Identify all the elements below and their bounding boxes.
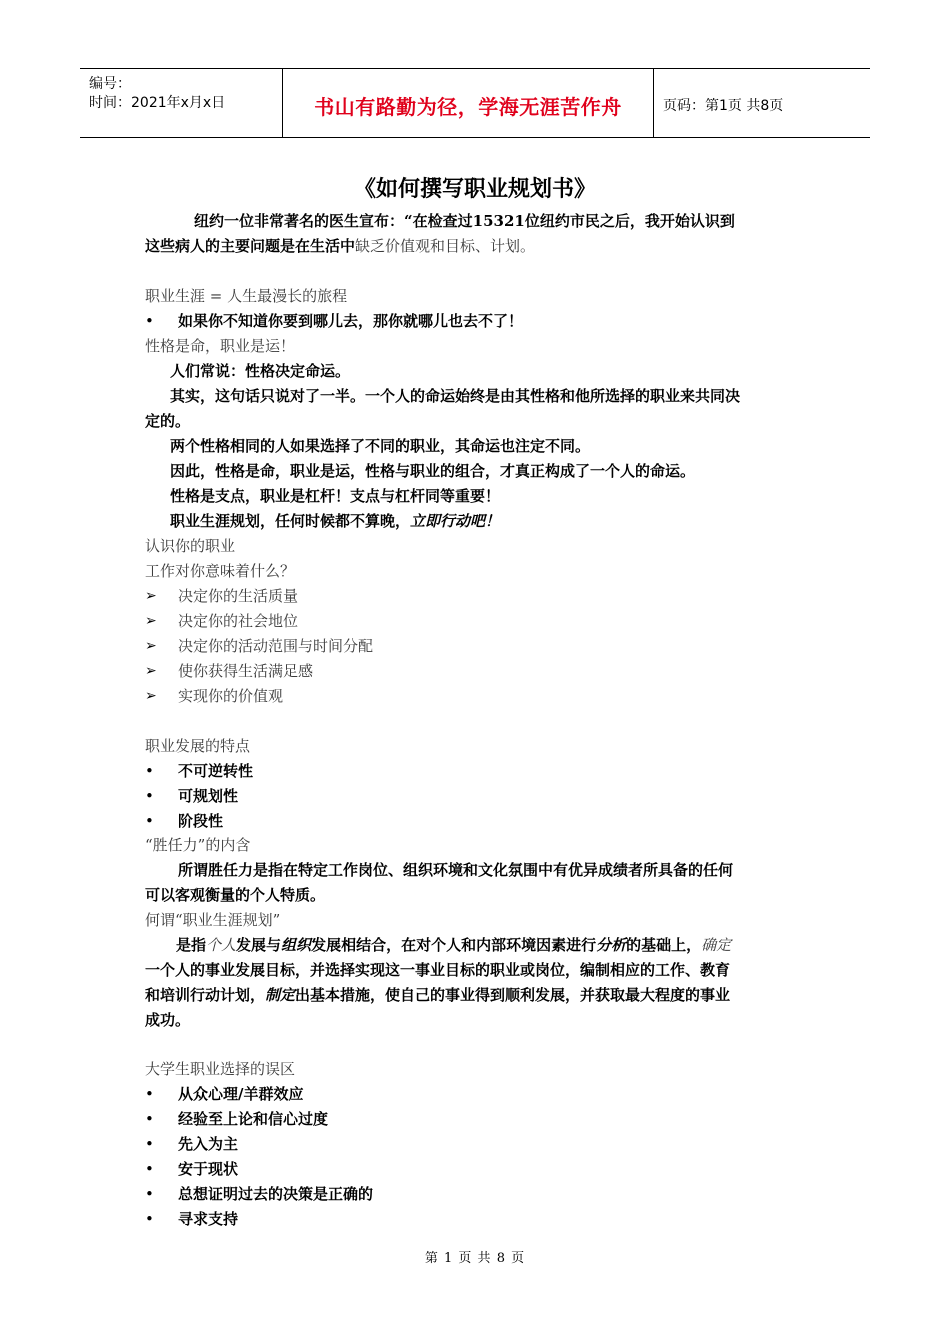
personality-p2a: 其实，这句话只说对了一半。一个人的命运始终是由其性格和他所选择的职业来共同决 — [170, 387, 741, 405]
work-meaning-item: 决定你的生活质量 — [178, 587, 299, 605]
definition-line-1 — [176, 935, 731, 955]
definition-text: 的基础上， — [626, 936, 702, 954]
intro-line-1: 纽约一位非常著名的医生宣布：“在检查过15321位纽约市民之后，我开始认识到 — [194, 212, 735, 230]
section-features-heading: 职业发展的特点 — [145, 737, 251, 755]
document-title: 《如何撰写职业规划书》 — [353, 176, 596, 202]
intro-line-2-rest: 缺乏价值观和目标、计划。 — [355, 237, 536, 255]
page-footer: 第 1 页 共 8 页 — [424, 1251, 526, 1266]
bullet-icon: • — [145, 762, 154, 780]
work-meaning-item: 使你获得生活满足感 — [178, 662, 314, 680]
definition-text: 制定 — [265, 986, 296, 1004]
personality-p5: 性格是支点，职业是杠杆！支点与杠杆同等重要！ — [170, 487, 501, 505]
definition-text: 个人 — [206, 936, 237, 954]
bullet-icon: • — [145, 787, 154, 805]
work-meaning-item: 决定你的活动范围与时间分配 — [178, 637, 374, 655]
time-label: 时间：2021年x月x日 — [89, 95, 226, 111]
motto-text: 书山有路勤为径，学海无涯苦作舟 — [314, 95, 622, 119]
definition-text: 发展与 — [236, 936, 282, 954]
misconception-item: 从众心理/羊群效应 — [178, 1085, 304, 1103]
bullet-icon: • — [145, 812, 154, 830]
misconception-item: 寻求支持 — [178, 1210, 239, 1228]
arrow-bullet-icon: ➢ — [145, 663, 157, 679]
personality-p6b: 立即行动吧！ — [410, 512, 501, 530]
misconception-item: 经验至上论和信心过度 — [178, 1110, 329, 1128]
personality-p1: 人们常说：性格决定命运。 — [170, 362, 351, 380]
bullet-icon: • — [145, 1110, 154, 1128]
definition-line-4: 成功。 — [145, 1011, 191, 1029]
definition-line-2: 一个人的事业发展目标，并选择实现这一事业目标的职业或岗位，编制相应的工作、教育 — [145, 961, 731, 979]
personality-p2b: 定的。 — [145, 412, 191, 430]
bullet-icon: • — [145, 312, 154, 330]
misconception-item: 总想证明过去的决策是正确的 — [178, 1185, 374, 1203]
personality-p6a: 职业生涯规划，任何时候都不算晚， — [170, 512, 411, 530]
definition-text: 组织 — [281, 936, 312, 954]
misconception-item: 先入为主 — [178, 1135, 239, 1153]
section-personality-heading: 性格是命，职业是运！ — [145, 337, 296, 355]
definition-text: 出基本措施，使自己的事业得到顺利发展，并获取最大程度的事业 — [295, 986, 731, 1004]
arrow-bullet-icon: ➢ — [145, 613, 157, 629]
personality-p3: 两个性格相同的人如果选择了不同的职业，其命运也注定不同。 — [170, 437, 591, 455]
bullet-icon: • — [145, 1210, 154, 1228]
definition-text: 确定 — [701, 936, 732, 954]
arrow-bullet-icon: ➢ — [145, 588, 157, 604]
bullet-icon: • — [145, 1135, 154, 1153]
intro-line-2-bold: 这些病人的主要问题是在生活中 — [145, 237, 356, 255]
number-label: 编号： — [89, 76, 131, 92]
misconception-item: 安于现状 — [178, 1160, 239, 1178]
career-bullet-text: 如果你不知道你要到哪儿去，那你就哪儿也去不了！ — [178, 312, 524, 330]
competency-p2: 可以客观衡量的个人特质。 — [145, 886, 326, 904]
definition-line-3 — [145, 985, 730, 1005]
definition-text: 发展相结合，在对个人和内部环境因素进行 — [311, 936, 597, 954]
bullet-icon: • — [145, 1185, 154, 1203]
bullet-icon: • — [145, 1160, 154, 1178]
personality-p6 — [170, 511, 500, 531]
section-career-heading: 职业生涯 = 人生最漫长的旅程 — [145, 287, 348, 305]
header-table — [80, 68, 870, 138]
feature-item: 阶段性 — [178, 812, 224, 830]
arrow-bullet-icon: ➢ — [145, 638, 157, 654]
arrow-bullet-icon: ➢ — [145, 688, 157, 704]
competency-p1: 所谓胜任力是指在特定工作岗位、组织环境和文化氛围中有优异成绩者所具备的任何 — [178, 861, 734, 879]
section-know-career-heading: 认识你的职业 — [145, 537, 236, 555]
page-info: 页码：第1页 共8页 — [663, 98, 784, 114]
feature-item: 可规划性 — [178, 787, 239, 805]
section-definition-heading: 何谓“职业生涯规划” — [145, 911, 281, 929]
definition-text: 是指 — [176, 936, 207, 954]
intro-line-2 — [145, 236, 535, 256]
header-page-cell — [654, 69, 870, 137]
bullet-icon: • — [145, 1085, 154, 1103]
section-competency-heading: “胜任力”的内含 — [145, 836, 251, 854]
personality-p4: 因此，性格是命，职业是运，性格与职业的组合，才真正构成了一个人的命运。 — [170, 462, 696, 480]
work-meaning-question: 工作对你意味着什么？ — [145, 562, 296, 580]
work-meaning-item: 决定你的社会地位 — [178, 612, 299, 630]
feature-item: 不可逆转性 — [178, 762, 254, 780]
header-meta-cell — [80, 69, 283, 137]
definition-text: 分析 — [596, 936, 627, 954]
section-misconceptions-heading: 大学生职业选择的误区 — [145, 1060, 296, 1078]
header-motto-cell — [283, 69, 654, 137]
work-meaning-item: 实现你的价值观 — [178, 687, 284, 705]
definition-text: 和培训行动计划， — [145, 986, 266, 1004]
